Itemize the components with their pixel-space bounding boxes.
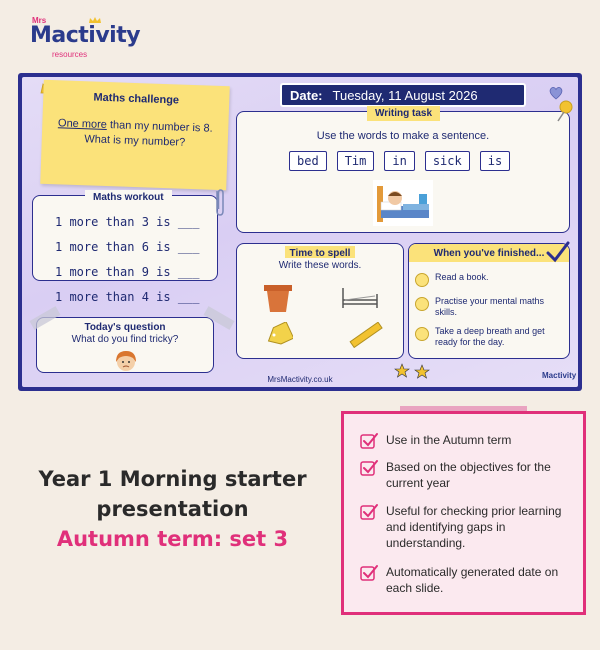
checkmark-icon: [360, 503, 378, 521]
maths-challenge-title: Maths challenge: [93, 91, 180, 107]
feature-item: [360, 432, 511, 450]
todays-question-text: What do you find tricky?: [71, 334, 179, 345]
feature-text: Useful for checking prior learning and identifying gaps in understanding.: [386, 504, 562, 550]
workout-row: 1 more than 3 is ___: [55, 215, 200, 229]
flower-pot-picture: [261, 282, 295, 314]
word-card: Tim: [337, 151, 375, 171]
workout-row: 1 more than 4 is ___: [55, 290, 200, 304]
checkmark-icon: [360, 432, 378, 450]
footer-url: MrsMactivity.co.uk: [267, 375, 333, 384]
finished-item: [415, 272, 489, 287]
feature-item: [360, 503, 572, 551]
logo-name: Mactivity: [30, 23, 141, 48]
paperclip-icon: [214, 187, 226, 217]
feature-text: Automatically generated date on each slide.: [386, 565, 559, 595]
heading-line2: presentation: [96, 497, 249, 521]
maths-workout-rows: [55, 212, 200, 312]
slide-preview: [18, 73, 582, 391]
writing-task-instruction: Use the words to make a sentence.: [316, 130, 490, 142]
heading-line3: Autumn term: set 3: [56, 527, 289, 551]
logo-prefix: Mrs: [32, 16, 47, 25]
writing-task-title: Writing task: [367, 106, 440, 121]
word-card: bed: [289, 151, 327, 171]
maths-challenge-line2: What is my number?: [84, 133, 186, 149]
todays-question-title: Today's question: [84, 322, 166, 333]
feature-text: Based on the objectives for the current year: [386, 460, 551, 490]
ruler-picture: [347, 322, 383, 348]
writing-task-panel: [236, 108, 570, 233]
footer-logo: Mactivity: [542, 371, 577, 380]
maths-challenge-text: [42, 116, 229, 152]
sick-boy-in-bed-illustration: [373, 180, 433, 226]
date-value: Tuesday, 11 August 2026: [332, 87, 478, 103]
maths-challenge-note: [40, 80, 230, 190]
workout-row: 1 more than 6 is ___: [55, 240, 200, 254]
time-to-spell-title: Time to spell: [289, 248, 351, 259]
checkmark-icon: [360, 459, 378, 477]
maths-workout-title: Maths workout: [85, 190, 172, 205]
product-heading: [30, 464, 315, 554]
book-icon: [415, 273, 429, 287]
brain-icon: [415, 297, 429, 311]
breath-icon: [415, 327, 429, 341]
tag-picture: [263, 322, 293, 348]
features-box: [341, 411, 586, 615]
word-card: in: [384, 151, 414, 171]
brand-logo: [30, 16, 141, 59]
date-label: Date:: [290, 87, 323, 103]
feature-item: [360, 564, 560, 596]
todays-question-panel: [36, 317, 214, 373]
pushpin-icon: [554, 99, 576, 123]
time-to-spell-panel: [236, 243, 404, 359]
word-card: is: [480, 151, 510, 171]
finished-item: [415, 296, 565, 318]
maths-challenge-line1: than my number is 8.: [106, 119, 213, 135]
workout-row: 1 more than 9 is ___: [55, 265, 200, 279]
checkmark-icon: [546, 241, 570, 263]
slide-canvas: [22, 77, 578, 387]
word-card: sick: [425, 151, 470, 171]
maths-challenge-emphasis: One more: [57, 117, 108, 132]
finished-item-text: Read a book.: [435, 272, 489, 282]
feature-text: Use in the Autumn term: [386, 433, 512, 447]
checkmark-icon: [360, 564, 378, 582]
finished-item: [415, 326, 565, 348]
maths-workout-panel: [32, 192, 218, 304]
word-cards: [289, 151, 510, 171]
feature-item: [360, 459, 560, 491]
finished-item-text: Take a deep breath and get ready for the day.: [435, 326, 545, 347]
when-finished-title: When you've finished...: [433, 248, 545, 259]
bed-picture: [341, 284, 379, 310]
finished-item-text: Practise your mental maths skills.: [435, 296, 545, 317]
time-to-spell-instruction: Write these words.: [278, 260, 362, 271]
thinking-girl-illustration: [111, 348, 141, 374]
date-bar: [280, 83, 526, 107]
logo-suffix: resources: [52, 50, 88, 59]
heading-line1: Year 1 Morning starter: [38, 467, 307, 491]
